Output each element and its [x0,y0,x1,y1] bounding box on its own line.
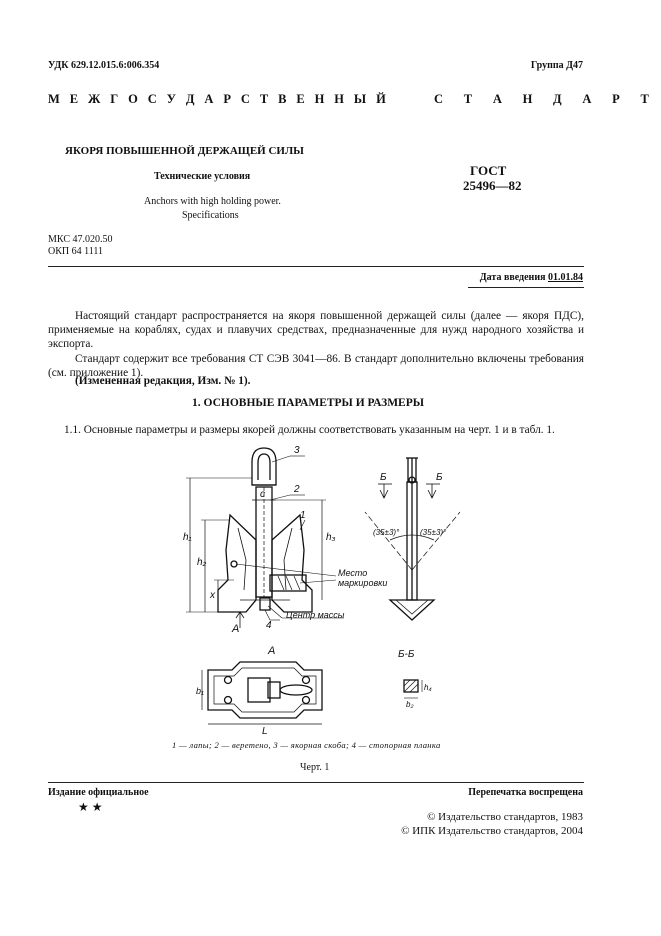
banner-left: М Е Ж Г О С У Д А Р С Т В Е Н Н Ы Й [48,92,390,106]
banner-right: С Т А Н Д А Р Т [434,92,658,106]
intro-date-value: 01.01.84 [548,272,583,283]
paragraph-requirements: Стандарт содержит все требования СТ СЭВ 3041—86. В стандарт дополнительно включены требования (см. приложение 1). [48,353,584,380]
dim-c: c [260,489,265,500]
label-center: Центр массы [286,610,345,620]
intro-date-rule [468,287,584,288]
dim-h1: h₁ [183,532,192,543]
callout-2: 2 [294,484,300,495]
dim-l: L [262,726,268,737]
footer-stars: ★ ★ [78,800,103,814]
paragraph-scope: Настоящий стандарт распространяется на якоря повышенной держащей силы (далее — якоря ПДС), применяемые на кораблях, судах и плавучих средствах, предназначенные для нужд народного хозяйства и экспорта. [48,310,584,351]
footer-reprint: Перепечатка воспрещена [468,787,583,798]
label-marking-2: маркировки [338,578,388,588]
dim-h2: h₂ [197,557,207,568]
callout-1: 1 [300,510,306,521]
dim-b2: b₂ [406,700,414,709]
dim-h4: h₄ [424,683,432,692]
dim-x: x [210,590,215,601]
header-rule [48,266,584,267]
gost-label: ГОСТ [470,163,507,178]
title-sub: Технические условия [154,171,251,182]
anchor-drawing [0,440,661,740]
angle-right: (35±3)° [420,528,447,537]
title-english-1: Anchors with high holding power. [144,196,281,207]
footer-rule [48,782,584,783]
intro-date-label: Дата введения [479,272,546,283]
copyright-2004: © ИПК Издательство стандартов, 2004 [401,825,583,837]
okp-code: ОКП 64 1111 [48,246,103,257]
view-a-arrow: А [232,623,240,635]
angle-left: (35±3)° [373,528,400,537]
intro-date [480,272,583,283]
dim-b1: b₁ [196,686,204,696]
section-1-title: 1. ОСНОВНЫЕ ПАРАМЕТРЫ И РАЗМЕРЫ [192,397,425,409]
title-main: ЯКОРЯ ПОВЫШЕННОЙ ДЕРЖАЩЕЙ СИЛЫ [65,145,304,157]
drawing-caption: Черт. 1 [300,762,330,773]
paragraph-1-1: 1.1. Основные параметры и размеры якорей должны соответствовать указанным на черт. 1 и в табл. 1. [64,424,555,436]
section-mark-right: Б [436,472,443,483]
callout-4: 4 [266,620,272,631]
udk-code: УДК 629.12.015.6:006.354 [48,60,160,71]
section-mark-left: Б [380,472,387,483]
plan-outline [208,662,322,718]
callout-3: 3 [294,445,300,456]
side-fluke [390,600,434,620]
footer-official: Издание официальное [48,787,149,798]
drawing-legend: 1 — лапы; 2 — веретено, 3 — якорная скоба; 4 — стопорная планка [172,740,441,750]
label-marking-1: Место [338,568,368,578]
copyright-1983: © Издательство стандартов, 1983 [427,811,583,823]
paragraph-amendment: (Измененная редакция, Изм. № 1). [75,375,251,387]
mks-code: МКС 47.020.50 [48,234,113,245]
title-english-2: Specifications [182,210,239,221]
gost-number: 25496—82 [463,178,522,193]
group-code: Группа Д47 [530,60,583,71]
view-a-title: А [268,645,276,657]
section-title: Б-Б [398,649,415,660]
dim-h3: h₃ [326,532,336,543]
